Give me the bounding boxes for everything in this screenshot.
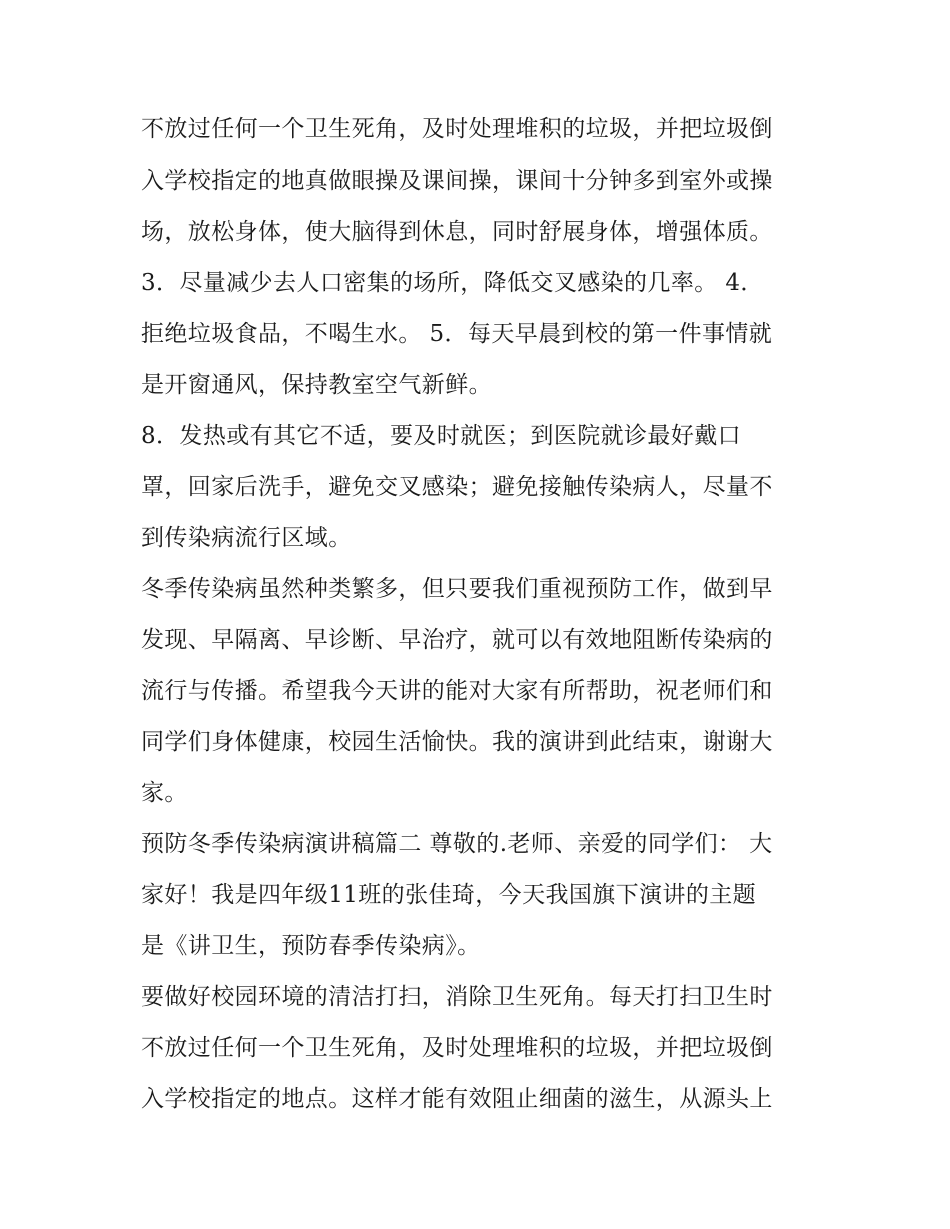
text-line: 不放过任何一个卫生死角，及时处理堆积的垃圾，并把垃圾倒 — [141, 1035, 773, 1061]
text-line: 预防冬季传染病演讲稿篇二 尊敬的.老师、亲爱的同学们： 大 — [141, 831, 773, 857]
text-line: 家。 — [141, 780, 188, 806]
text-line: 冬季传染病虽然种类繁多，但只要我们重视预防工作，做到早 — [141, 576, 773, 602]
text-line: 8．发热或有其它不适，要及时就医；到医院就诊最好戴口 — [141, 423, 742, 449]
text-line: 入学校指定的地点。这样才能有效阻止细菌的滋生，从源头上 — [141, 1086, 773, 1112]
text-line: 入学校指定的地真做眼操及课间操，课间十分钟多到室外或操 — [141, 168, 773, 194]
text-line: 是开窗通风，保持教室空气新鲜。 — [141, 372, 492, 398]
text-line: 拒绝垃圾食品，不喝生水。 5．每天早晨到校的第一件事情就 — [141, 321, 773, 347]
text-line: 不放过任何一个卫生死角，及时处理堆积的垃圾，并把垃圾倒 — [141, 116, 773, 142]
text-line: 要做好校园环境的清洁打扫，消除卫生死角。每天打扫卫生时 — [141, 984, 773, 1010]
text-line: 家好！我是四年级11班的张佳琦，今天我国旗下演讲的主题 — [141, 882, 757, 908]
text-line: 同学们身体健康，校园生活愉快。我的演讲到此结束，谢谢大 — [141, 729, 773, 755]
text-line: 到传染病流行区域。 — [141, 525, 352, 551]
text-line: 发现、早隔离、早诊断、早治疗，就可以有效地阻断传染病的 — [141, 627, 773, 653]
text-line: 罩，回家后洗手，避免交叉感染；避免接触传染病人，尽量不 — [141, 474, 773, 500]
text-line: 是《讲卫生，预防春季传染病》。 — [141, 933, 481, 959]
text-line: 场，放松身体，使大脑得到休息，同时舒展身体，增强体质。 — [141, 219, 773, 245]
text-line: 流行与传播。希望我今天讲的能对大家有所帮助，祝老师们和 — [141, 678, 773, 704]
text-line: 3．尽量减少去人口密集的场所，降低交叉感染的几率。 4． — [141, 270, 764, 296]
